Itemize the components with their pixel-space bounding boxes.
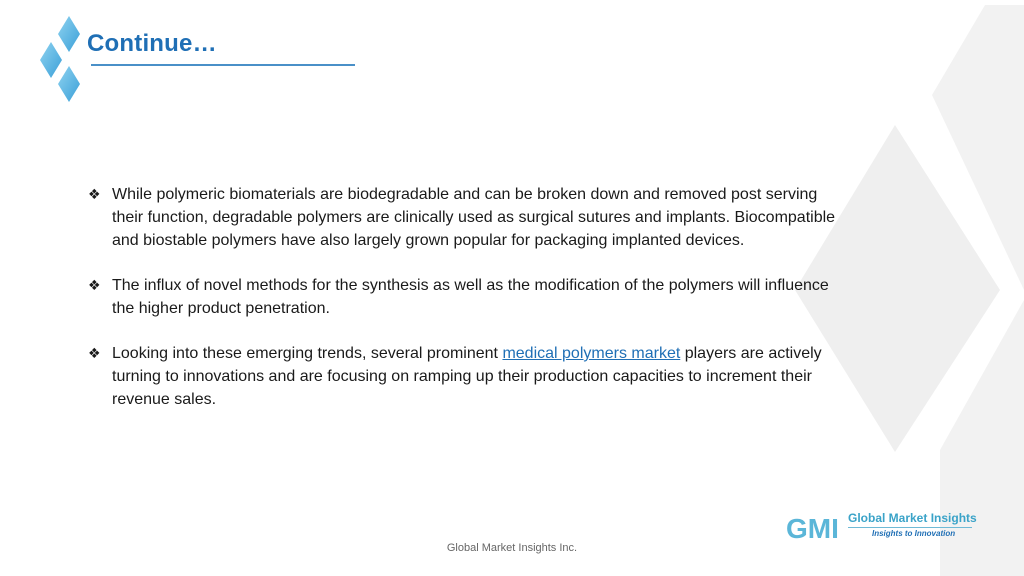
brand-divider	[848, 527, 972, 528]
bullet-text-3-before: Looking into these emerging trends, several prominent	[112, 345, 503, 362]
bullet-text-3-after: players are actively turning to innovations and are focusing on ramping up their production capacities to increment their revenue sales.	[112, 345, 822, 408]
diamond-top	[58, 16, 80, 52]
bullet-item-1	[88, 183, 838, 252]
bullet-diamond-icon: ❖	[88, 345, 101, 361]
slide-title: Continue…	[87, 30, 217, 57]
bullet-text-2: The influx of novel methods for the synthesis as well as the modification of the polymers will influence the higher product penetration.	[112, 277, 829, 317]
diamond-left	[40, 42, 62, 78]
bullet-diamond-icon: ❖	[88, 277, 101, 293]
gmi-brand-logo	[786, 508, 976, 546]
title-underline	[91, 64, 355, 66]
bullet-text-1: While polymeric biomaterials are biodegradable and can be broken down and removed post serving their function, degradable polymers are clinically used as surgical sutures and implants. Biocompatible and biostable polymers have also largely grown popular for packaging implanted devices.	[112, 186, 836, 249]
bullet-item-3	[88, 342, 838, 411]
bullet-diamond-icon: ❖	[88, 186, 101, 202]
diamond-cluster-icon	[36, 14, 86, 108]
diamond-bottom	[58, 66, 80, 102]
medical-polymers-market-link[interactable]: medical polymers market	[502, 345, 681, 362]
bullet-list	[88, 183, 838, 433]
bullet-item-2	[88, 274, 838, 320]
footer-text: Global Market Insights Inc.	[446, 542, 578, 554]
brand-tagline: Insights to Innovation	[872, 529, 956, 538]
gmi-logo-text: GMI	[786, 513, 839, 544]
brand-name: Global Market Insights	[848, 511, 977, 525]
gmi-logo-icon	[786, 510, 846, 544]
